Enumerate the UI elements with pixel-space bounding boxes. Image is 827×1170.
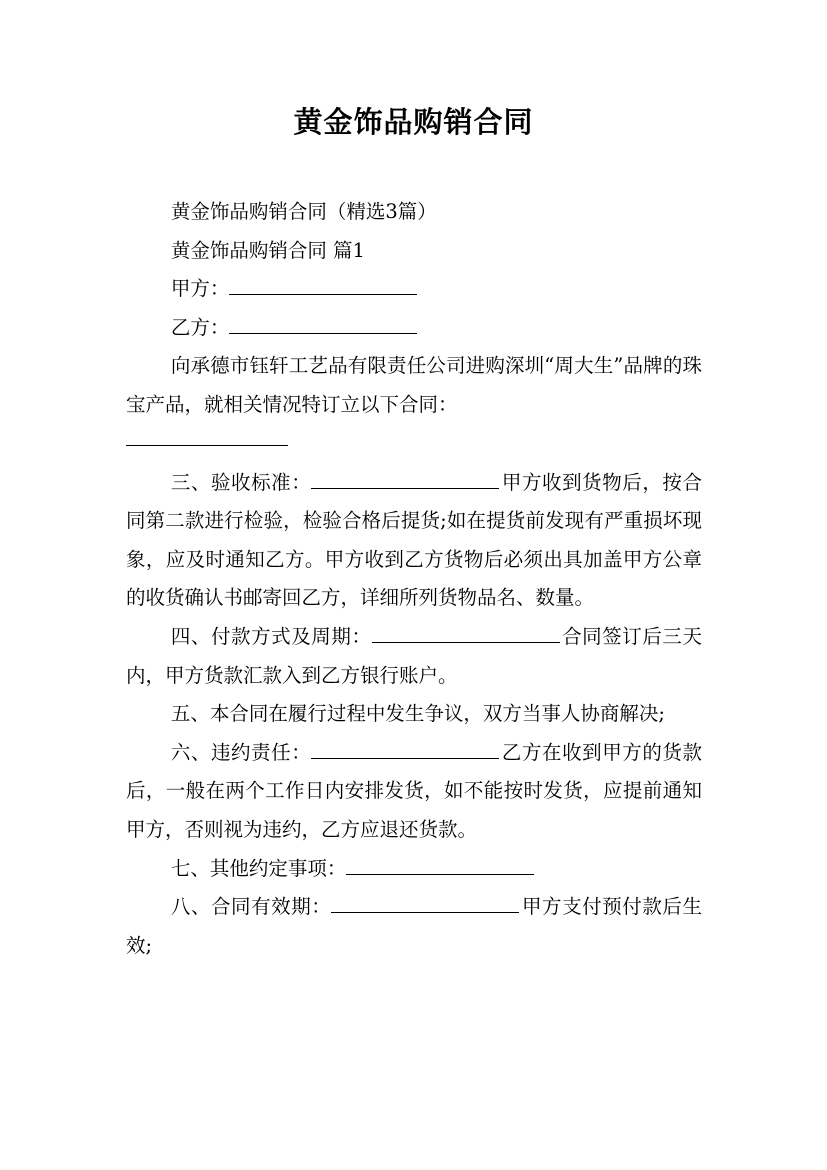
intro-paragraph: 向承德市钰轩工艺品有限责任公司进购深圳“周大生”品牌的珠宝产品，就相关情况特订立以下合同：	[126, 354, 702, 416]
clause-8-label: 八、合同有效期：	[170, 895, 332, 919]
clause-6-text: 乙方在收到甲方的货款后，一般在两个工作日内安排发货，如不能按时发货，应提前通知甲方，否则视为违约，乙方应退还货款。	[126, 740, 702, 841]
clause-4-label: 四、付款方式及周期：	[170, 624, 372, 648]
intro-blank[interactable]	[126, 425, 288, 446]
party-a-blank[interactable]	[229, 293, 417, 295]
clause-6-paragraph	[126, 734, 702, 850]
party-a-line	[126, 270, 702, 309]
clause-6-label: 六、违约责任：	[170, 740, 312, 764]
clause-7-label: 七、其他约定事项：	[170, 856, 347, 880]
clause-4-text: 合同签订后三天内，甲方货款汇款入到乙方银行账户。	[126, 624, 702, 687]
clause-7-paragraph	[126, 850, 702, 889]
party-b-label: 乙方：	[170, 315, 230, 339]
article-heading: 黄金饰品购销合同 篇1	[170, 238, 365, 262]
clause-5-paragraph: 五、本合同在履行过程中发生争议，双方当事人协商解决;	[170, 702, 665, 726]
clause-8-paragraph	[126, 888, 702, 965]
document-title: 黄金饰品购销合同	[293, 105, 534, 139]
document-body	[126, 193, 702, 965]
clause-3-paragraph	[126, 464, 702, 618]
clause-8-blank[interactable]	[331, 911, 519, 913]
clause-8-text: 甲方支付预付款后生效;	[126, 895, 702, 957]
party-a-label: 甲方：	[170, 277, 230, 301]
party-b-blank[interactable]	[229, 332, 417, 334]
clause-4-blank[interactable]	[372, 641, 560, 643]
clause-3-blank[interactable]	[311, 487, 499, 489]
party-b-line	[126, 309, 702, 348]
subtitle-paragraph: 黄金饰品购销合同（精选3篇）	[170, 200, 437, 223]
clause-6-blank[interactable]	[311, 757, 499, 759]
clause-7-blank[interactable]	[346, 873, 534, 875]
clause-3-text: 甲方收到货物后，按合同第二款进行检验，检验合格后提货;如在提货前发现有严重损坏现象，应及时通知乙方。甲方收到乙方货物后必须出具加盖甲方公章的收货确认书邮寄回乙方，详细所列货物品名、数量。	[126, 470, 702, 610]
clause-3-label: 三、验收标准：	[170, 470, 312, 494]
clause-4-paragraph	[126, 618, 702, 695]
